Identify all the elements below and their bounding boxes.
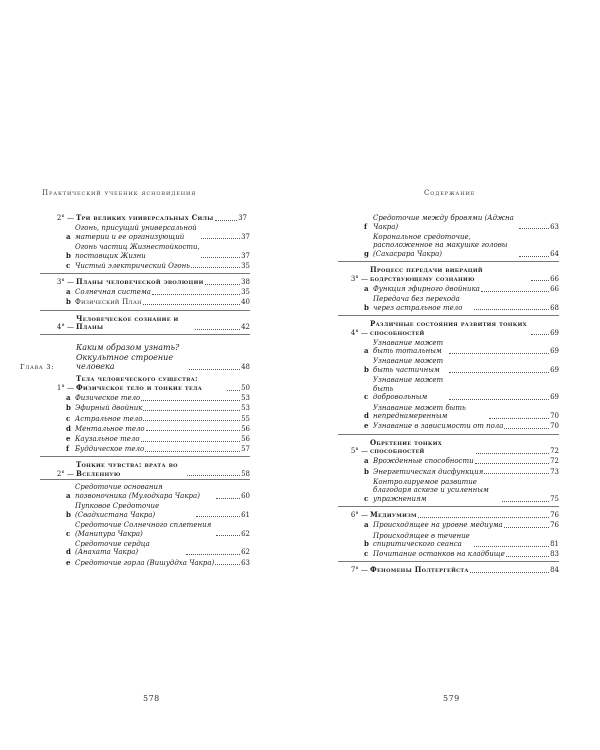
chapter-heading[interactable]: [20, 343, 250, 372]
page-ref: 70: [550, 412, 559, 421]
item-letter: b: [66, 250, 71, 260]
item-title: Функция эфирного двойника: [373, 284, 480, 293]
toc-section: [40, 315, 250, 336]
item-title: Корональное средоточие, расположенное на макушке головы (Сахасрара Чакра): [373, 232, 508, 258]
page-ref: 53: [241, 394, 250, 403]
item-letter: a: [364, 346, 369, 356]
section-number: 4° —: [350, 328, 368, 337]
leader-dots: [201, 238, 240, 239]
toc-item[interactable]: [40, 502, 250, 519]
toc-section-heading[interactable]: [338, 566, 559, 575]
page-ref: 68: [550, 303, 559, 312]
item-title: Пупковое Средоточие (Свадхистана Чакра): [75, 502, 160, 519]
leader-dots: [143, 410, 240, 411]
item-title: Буддическое тело: [75, 445, 145, 454]
page-ref: 48: [241, 363, 250, 372]
item-letter: e: [364, 421, 369, 431]
page-ref: 62: [241, 548, 250, 557]
item-letter: a: [66, 393, 71, 403]
leader-dots: [470, 572, 549, 573]
toc-item[interactable]: [40, 445, 250, 454]
item-letter: b: [364, 466, 369, 476]
leader-dots: [449, 372, 549, 373]
toc-section-heading[interactable]: [40, 214, 247, 223]
section-number: 7° —: [350, 566, 368, 575]
item-title: Передача без перехода через астральное тело: [373, 295, 463, 312]
section-number: 2° —: [56, 214, 74, 222]
item-title: Контролируемое развитие благодаря аскезе и усиленным упражнениям: [373, 477, 489, 503]
toc-section-heading[interactable]: [40, 278, 250, 287]
leader-dots: [152, 294, 240, 295]
leader-dots: [531, 334, 549, 335]
section-title: Различные состояния развития тонких способностей: [370, 318, 527, 337]
item-title: Узнавание может быть частичным: [373, 357, 444, 375]
item-letter: g: [364, 248, 369, 258]
item-letter: e: [66, 433, 71, 443]
page-ref: 62: [241, 529, 250, 538]
leader-dots: [519, 228, 549, 229]
toc-item[interactable]: [40, 298, 250, 307]
leader-dots: [474, 309, 549, 310]
leader-dots: [475, 463, 549, 464]
page-ref: 64: [550, 249, 559, 258]
leader-dots: [504, 428, 549, 429]
toc-item[interactable]: [40, 483, 250, 500]
toc-item[interactable]: [338, 521, 559, 530]
leader-dots: [531, 280, 549, 281]
page-ref: 73: [550, 467, 559, 476]
running-head: Содержание: [424, 189, 476, 197]
item-title: Эфирный двойник: [75, 404, 143, 413]
toc-item[interactable]: [40, 243, 250, 260]
section-number: 3° —: [56, 277, 74, 286]
item-title: Чистый электрический Огонь: [75, 261, 190, 270]
item-letter: a: [364, 520, 369, 530]
toc-section-heading[interactable]: [40, 375, 250, 392]
page-ref: 66: [550, 284, 559, 293]
leader-dots: [476, 453, 549, 454]
item-title: Огонь, присущий универсальной материи и ее организующий: [75, 224, 197, 241]
toc-item[interactable]: [338, 532, 559, 549]
toc-section: [338, 214, 559, 262]
item-title: Физический План: [75, 298, 142, 307]
item-title: Узнавание может быть тотальным: [373, 338, 444, 356]
leader-dots: [484, 473, 549, 474]
page-ref: 35: [241, 261, 250, 270]
item-title: Средоточие сердца (Анахата Чакра): [75, 539, 150, 557]
page-ref: 69: [550, 393, 559, 402]
section-title: Планы человеческой эволюции: [76, 276, 204, 286]
item-letter: c: [66, 528, 71, 538]
page-ref: 75: [550, 494, 559, 503]
section-title: Тела человеческого существа: Физическое тело и тонкие тела: [76, 374, 203, 392]
item-letter: f: [364, 221, 368, 231]
toc-item[interactable]: [338, 404, 559, 421]
toc-item[interactable]: [40, 404, 250, 413]
leader-dots: [143, 420, 240, 421]
toc-item[interactable]: [338, 285, 559, 294]
leader-dots: [215, 564, 240, 565]
item-title: Средоточие основания позвоночника (Мулодхара Чакра): [75, 483, 200, 501]
page-ref: 37: [241, 232, 250, 241]
toc-item[interactable]: [40, 262, 250, 271]
item-letter: a: [364, 456, 369, 466]
leader-dots: [195, 329, 240, 330]
page-ref: 37: [241, 251, 250, 260]
item-letter: b: [364, 365, 369, 375]
toc-item[interactable]: [338, 233, 559, 259]
item-letter: a: [66, 231, 71, 241]
section-number: 3° —: [350, 274, 368, 283]
item-letter: a: [364, 283, 369, 293]
toc-item[interactable]: [40, 559, 250, 568]
leader-dots: [205, 284, 240, 285]
section-number: 4° —: [56, 323, 74, 332]
section-title: Медиумизм: [370, 510, 417, 520]
leader-dots: [227, 390, 240, 391]
page-ref: 63: [550, 222, 559, 231]
page-ref: 50: [241, 383, 250, 392]
item-letter: b: [66, 509, 71, 519]
item-title: Солнечная система: [75, 288, 151, 297]
page-ref: 83: [550, 550, 559, 559]
leader-dots: [216, 535, 240, 536]
item-title: Узнавание может быть непреднамеренным: [373, 403, 466, 421]
page-ref: 76: [550, 521, 559, 530]
page-ref: 66: [550, 274, 559, 283]
toc-item[interactable]: [338, 457, 559, 466]
page-ref: 84: [550, 566, 559, 575]
item-title: Почитание останков на кладбище: [373, 550, 505, 559]
toc-section: [338, 266, 559, 316]
toc-section: [40, 214, 250, 274]
toc-section: [338, 439, 559, 508]
leader-dots: [418, 517, 549, 518]
page-ref: 69: [550, 328, 559, 337]
page-ref: 60: [241, 492, 250, 501]
page-ref: 56: [241, 424, 250, 433]
toc-item[interactable]: [338, 214, 559, 231]
toc-item[interactable]: [40, 540, 250, 557]
page-ref: 40: [241, 298, 250, 307]
item-title: Узнавание в зависимости от пола: [373, 422, 504, 431]
toc-item[interactable]: [40, 288, 250, 297]
toc-section-heading[interactable]: [40, 315, 250, 332]
item-letter: d: [66, 547, 71, 557]
leader-dots: [186, 554, 240, 555]
page-ref: 69: [550, 347, 559, 356]
item-title: Узнавание может быть добровольным: [373, 376, 444, 402]
page-ref: 57: [241, 445, 250, 454]
toc-section: [40, 278, 250, 311]
item-title: Врожденные способности: [373, 457, 474, 466]
section-title: Тонкие чувства: врата во Вселенную: [76, 460, 178, 478]
leader-dots: [502, 501, 549, 502]
page-number: 578: [143, 694, 160, 703]
page-ref: 56: [241, 434, 250, 443]
item-letter: a: [66, 287, 71, 297]
item-letter: a: [66, 491, 71, 501]
item-letter: c: [364, 392, 369, 402]
chapter-title: Каким образом узнать? Оккультное строение человека: [76, 343, 180, 372]
leader-dots: [146, 430, 240, 431]
leader-dots: [481, 291, 549, 292]
section-number: 6° —: [350, 511, 368, 520]
section-number: 1° —: [56, 383, 74, 392]
item-letter: b: [364, 539, 369, 549]
page-number: 579: [443, 694, 460, 703]
toc-section-heading[interactable]: [40, 461, 250, 480]
toc-item[interactable]: [338, 550, 559, 559]
item-title: Ментальное тело: [75, 424, 145, 433]
toc-left: [20, 213, 250, 569]
item-letter: b: [364, 302, 369, 312]
item-title: Энергетическая дисфункция: [373, 467, 484, 476]
page-ref: 61: [241, 510, 250, 519]
item-letter: b: [66, 297, 71, 307]
toc-item[interactable]: [338, 478, 559, 504]
chapter-label: Глава 3:: [20, 363, 55, 372]
right-page: [300, 0, 600, 750]
leader-dots: [504, 527, 549, 528]
toc-right: [338, 214, 559, 577]
section-title: Человеческое сознание и Планы: [76, 313, 179, 332]
page-ref: 69: [550, 366, 559, 375]
page-ref: 35: [241, 288, 250, 297]
toc-item[interactable]: [338, 357, 559, 374]
item-title: Средоточие горла (Вишуддха Чакра): [75, 558, 215, 567]
page-ref: 72: [550, 457, 559, 466]
item-title: Астральное тело: [75, 414, 143, 423]
leader-dots: [196, 516, 240, 517]
item-title: Физическое тело: [75, 394, 141, 403]
toc-item[interactable]: [338, 376, 559, 402]
item-title: Средоточие между бровями (Аджна Чакра): [373, 214, 514, 231]
leader-dots: [141, 441, 241, 442]
toc-item[interactable]: [40, 224, 250, 241]
item-title: Средоточие Солнечного сплетения (Манипура Чакра): [75, 521, 212, 538]
toc-section: [338, 511, 559, 562]
page-ref: 63: [241, 558, 250, 567]
page-ref: 55: [241, 414, 250, 423]
running-head: Практический учебник ясновидения: [42, 189, 197, 197]
item-letter: b: [66, 403, 71, 413]
section-title: Феномены Полтергейста: [370, 565, 469, 575]
page-ref: 42: [241, 323, 250, 332]
item-letter: d: [364, 411, 369, 421]
leader-dots: [201, 257, 240, 258]
item-letter: c: [66, 260, 71, 270]
leader-dots: [449, 353, 549, 354]
item-letter: f: [66, 444, 70, 454]
page-ref: 37: [238, 214, 247, 222]
item-letter: c: [364, 549, 369, 559]
page-ref: 70: [550, 422, 559, 431]
page-ref: 76: [550, 511, 559, 520]
item-letter: e: [66, 557, 71, 567]
toc-item[interactable]: [40, 415, 250, 424]
toc-section: [40, 375, 250, 457]
leader-dots: [506, 556, 549, 557]
leader-dots: [216, 498, 240, 499]
toc-item[interactable]: [338, 422, 559, 431]
page-ref: 38: [241, 277, 250, 286]
toc-item[interactable]: [40, 394, 250, 403]
leader-dots: [143, 304, 240, 305]
page-ref: 53: [241, 404, 250, 413]
leader-dots: [474, 546, 549, 547]
toc-section-heading[interactable]: [338, 511, 559, 520]
toc-item[interactable]: [338, 295, 559, 312]
toc-section-heading[interactable]: [338, 320, 559, 337]
item-letter: c: [364, 493, 369, 503]
leader-dots: [215, 220, 238, 221]
section-title: Процесс передачи вибраций бодрствующему сознанию: [370, 265, 483, 283]
leader-dots: [187, 475, 240, 476]
leader-dots: [519, 256, 549, 257]
page-ref: 81: [550, 540, 559, 549]
item-title: Каузальное тело: [75, 434, 140, 443]
page-ref: 72: [550, 447, 559, 456]
toc-section: [338, 320, 559, 435]
item-letter: c: [66, 413, 71, 423]
leader-dots: [141, 400, 240, 401]
toc-item[interactable]: [40, 521, 250, 538]
toc-item[interactable]: [40, 435, 250, 444]
toc-item[interactable]: [338, 339, 559, 356]
item-letter: d: [66, 423, 71, 433]
toc-section: [338, 566, 559, 575]
toc-section-heading[interactable]: [338, 439, 559, 456]
leader-dots: [449, 399, 549, 400]
leader-dots: [489, 418, 549, 419]
toc-section-heading[interactable]: [338, 266, 559, 283]
toc-item[interactable]: [40, 425, 250, 434]
section-title: Обретение тонких способностей: [370, 437, 442, 456]
item-title: Происходящее в течение спиритического сеанса: [373, 531, 470, 549]
section-number: 2° —: [56, 469, 74, 478]
leader-dots: [191, 267, 240, 268]
leader-dots: [189, 369, 240, 370]
section-title: Три великих универсальных Силы: [76, 213, 214, 222]
toc-item[interactable]: [338, 468, 559, 477]
toc-section: [40, 461, 250, 567]
item-title: Огонь частиц Жизнестойкости, поставщик Жизни: [75, 242, 200, 260]
item-title: Происходящее на уровне медиума: [373, 521, 503, 530]
section-number: 5° —: [350, 447, 368, 456]
page-ref: 58: [241, 469, 250, 478]
leader-dots: [145, 451, 240, 452]
